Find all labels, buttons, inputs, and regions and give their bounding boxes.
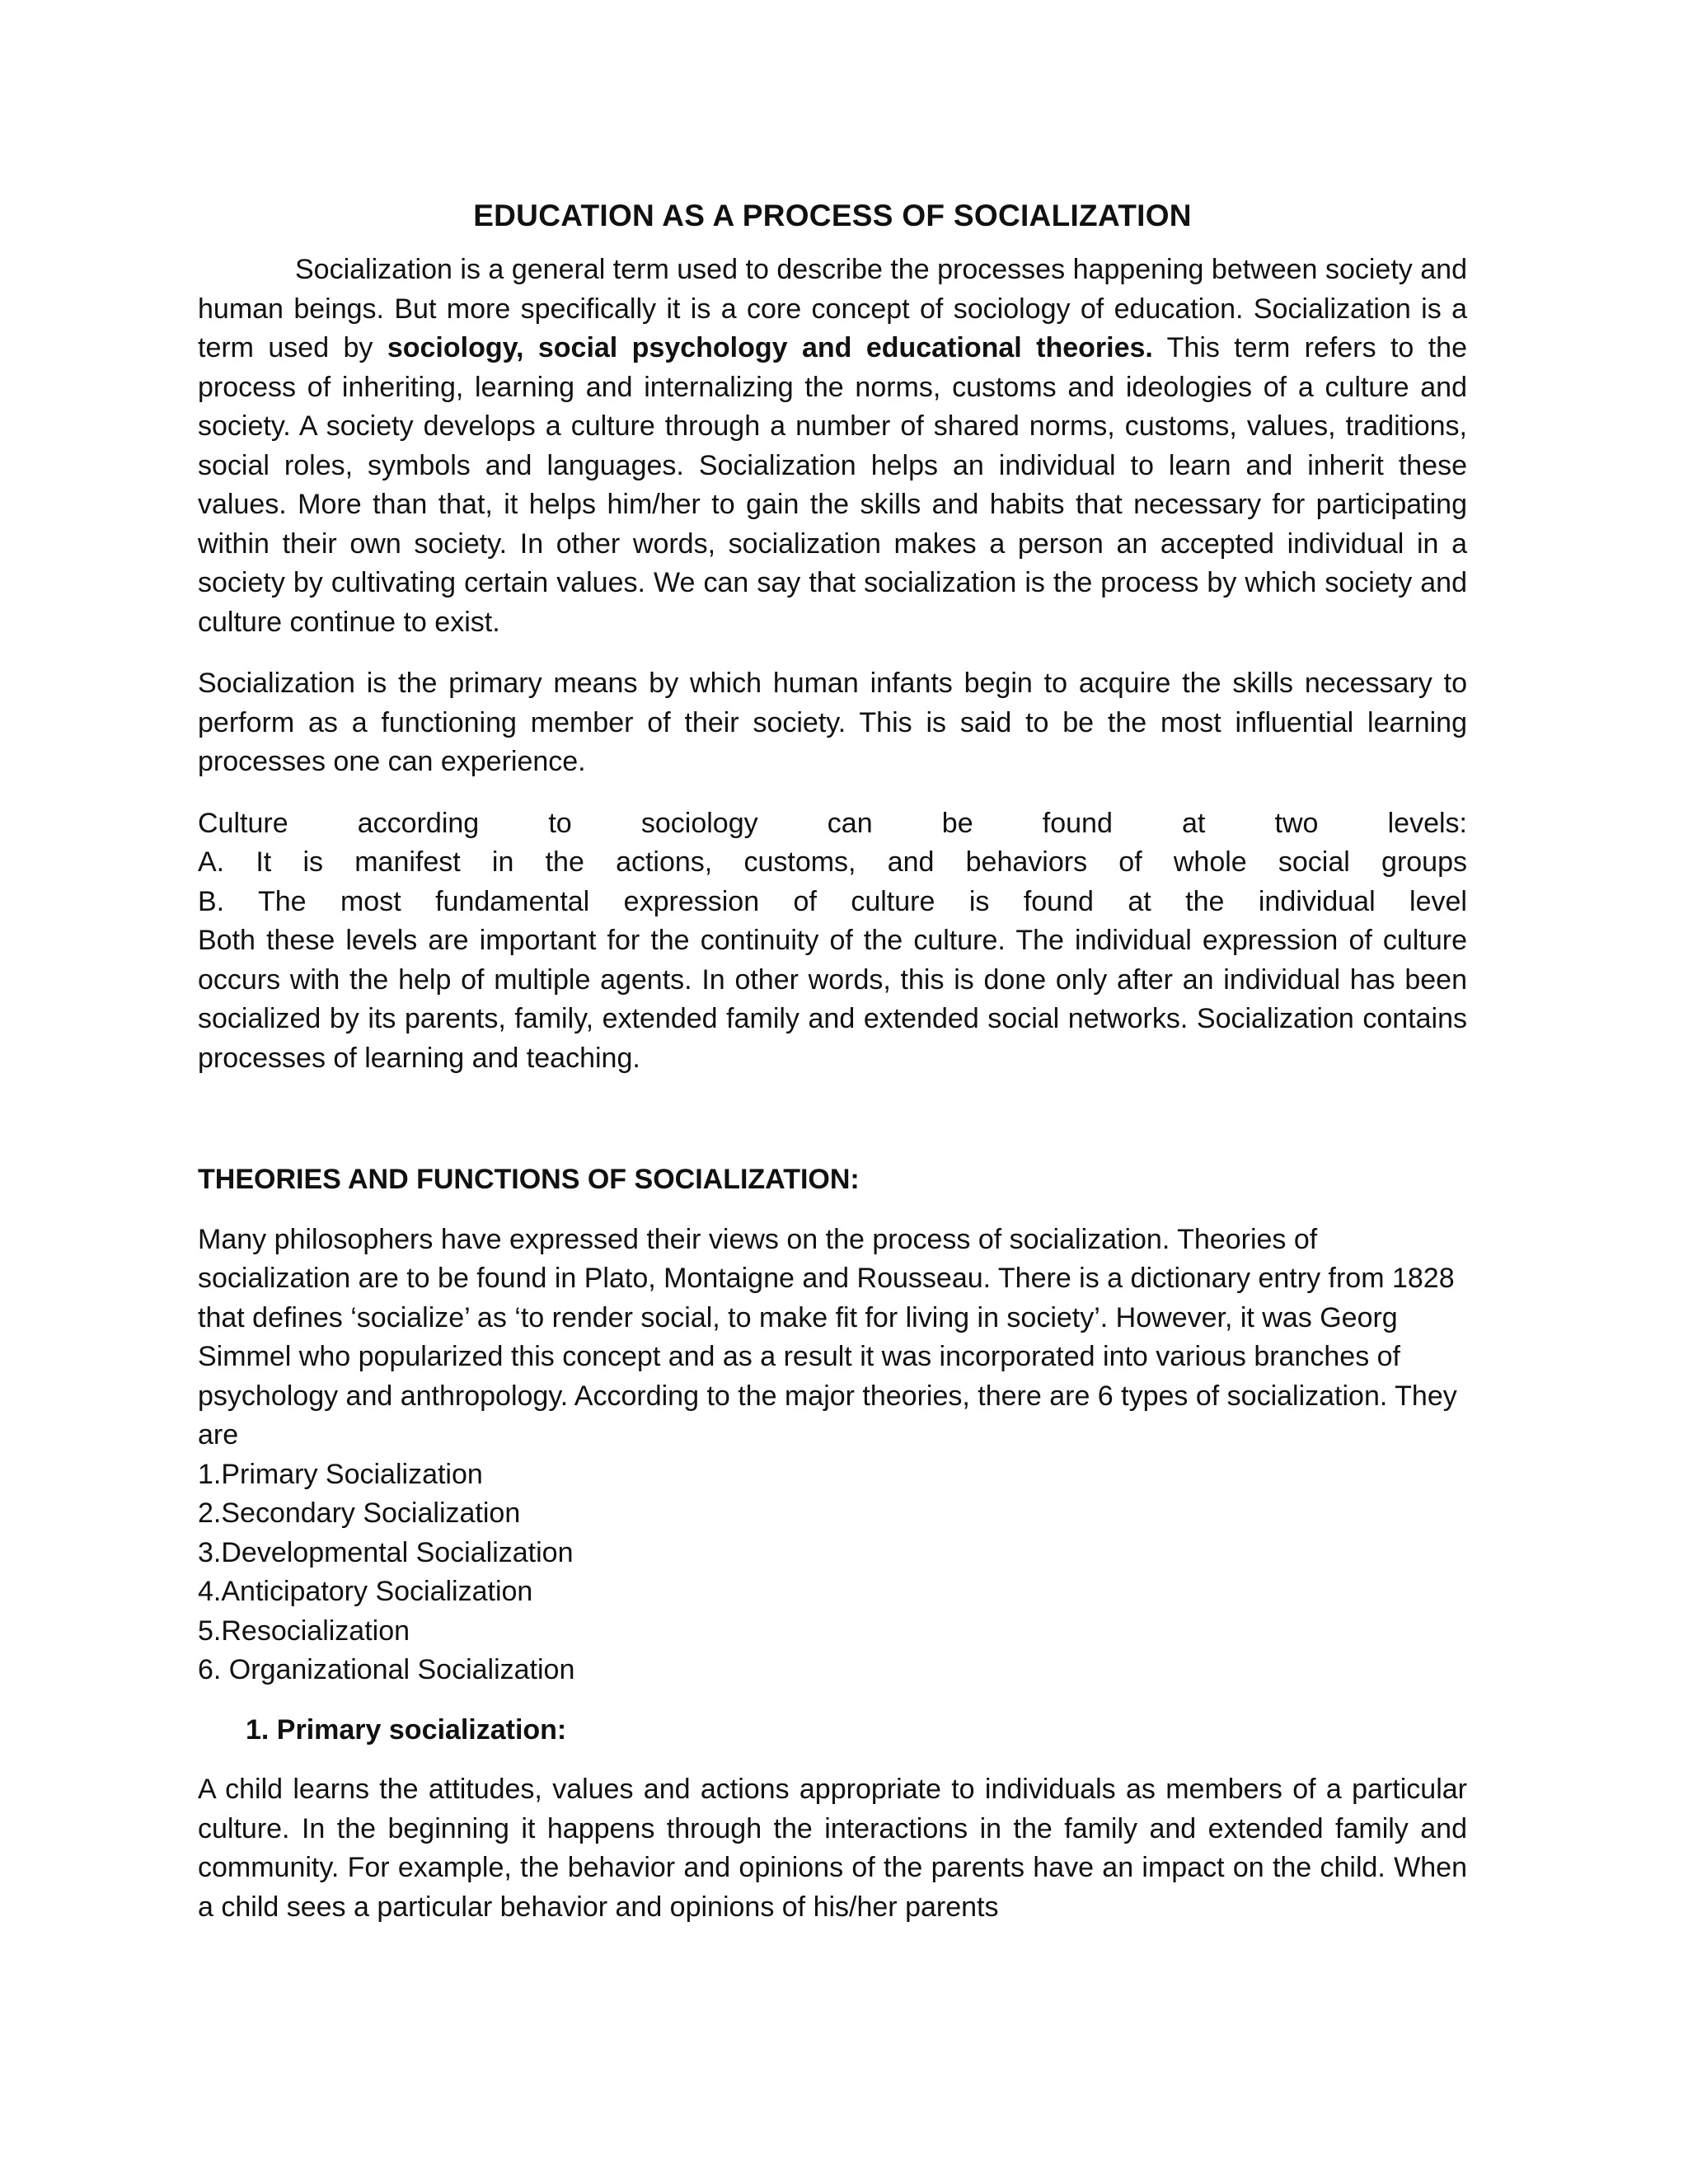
culture-paragraph: Both these levels are important for the continuity of the culture. The individual expression of culture occurs with the help of multiple agents. In other words, this is done only after an individual has been socialized by its parents, family, extended family and extended social networks. Socialization contains processes of learning and teaching. — [198, 925, 1467, 1074]
document-page — [198, 191, 1467, 1949]
intro-text-part2: This term refers to the process of inheriting, learning and internalizing the norms, customs and ideologies of a culture and society. A society develops a culture through a number of shared norms, customs, values, traditions, social roles, symbols and languages. Socialization helps an individual to learn and inherit these values. More than that, it helps him/her to gain the skills and habits that necessary for participating within their own society. In other words, socialization makes a person an accepted individual in a society by cultivating certain values. We can say that socialization is the process by which society and culture continue to exist. — [198, 332, 1467, 638]
list-item: 6. Organizational Socialization — [198, 1654, 575, 1685]
theories-heading: THEORIES AND FUNCTIONS OF SOCIALIZATION: — [198, 1164, 860, 1195]
list-item: 5.Resocialization — [198, 1615, 410, 1647]
list-item: 3.Developmental Socialization — [198, 1536, 574, 1568]
primary-socialization-heading: 1. Primary socialization: — [246, 1713, 567, 1746]
list-item: 4.Anticipatory Socialization — [198, 1576, 533, 1607]
culture-level-b: B. The most fundamental expression of culture is found at the individual level — [198, 885, 1467, 917]
list-item: 2.Secondary Socialization — [198, 1497, 521, 1529]
intro-text-part1: Socialization is a general term used to describe the processes happening between society and human beings. But more specifically it is a core concept of sociology of education. Socialization is a term used by — [198, 254, 1467, 363]
document-title: EDUCATION AS A PROCESS OF SOCIALIZATION — [473, 199, 1192, 232]
theories-paragraph: Many philosophers have expressed their views on the process of socialization. Theories of socialization are to be found in Plato, Montaigne and Rousseau. There is a dictionary entry from 1828 that defines ‘socialize’ as ‘to render social, to make fit for living in society’. However, it was Georg Simmel who popularized this concept and as a result it was incorporated into various branches of psychology and anthropology. According to the major theories, there are 6 types of socialization. They are — [198, 1223, 1457, 1451]
culture-levels-intro: Culture according to sociology can be found at two levels: — [198, 807, 1467, 839]
socialization-types-list — [198, 1455, 1467, 1690]
intro-paragraph — [198, 251, 1467, 642]
intro-bold-text: sociology, social psychology and educational theories. — [387, 332, 1153, 363]
list-item: 1.Primary Socialization — [198, 1458, 483, 1490]
infant-paragraph: Socialization is the primary means by which human infants begin to acquire the skills necessary to perform as a functioning member of their society. This is said to be the most influential learning processes one can experience. — [198, 668, 1467, 777]
culture-level-a: A. It is manifest in the actions, customs, and behaviors of whole social groups — [198, 846, 1467, 878]
primary-socialization-paragraph: A child learns the attitudes, values and actions appropriate to individuals as members of a particular culture. In the beginning it happens through the interactions in the family and extended family and community. For example, the behavior and opinions of the parents have an impact on the child. When a child sees a particular behavior and opinions of his/her parents — [198, 1774, 1467, 1923]
culture-levels-block — [198, 804, 1467, 1079]
